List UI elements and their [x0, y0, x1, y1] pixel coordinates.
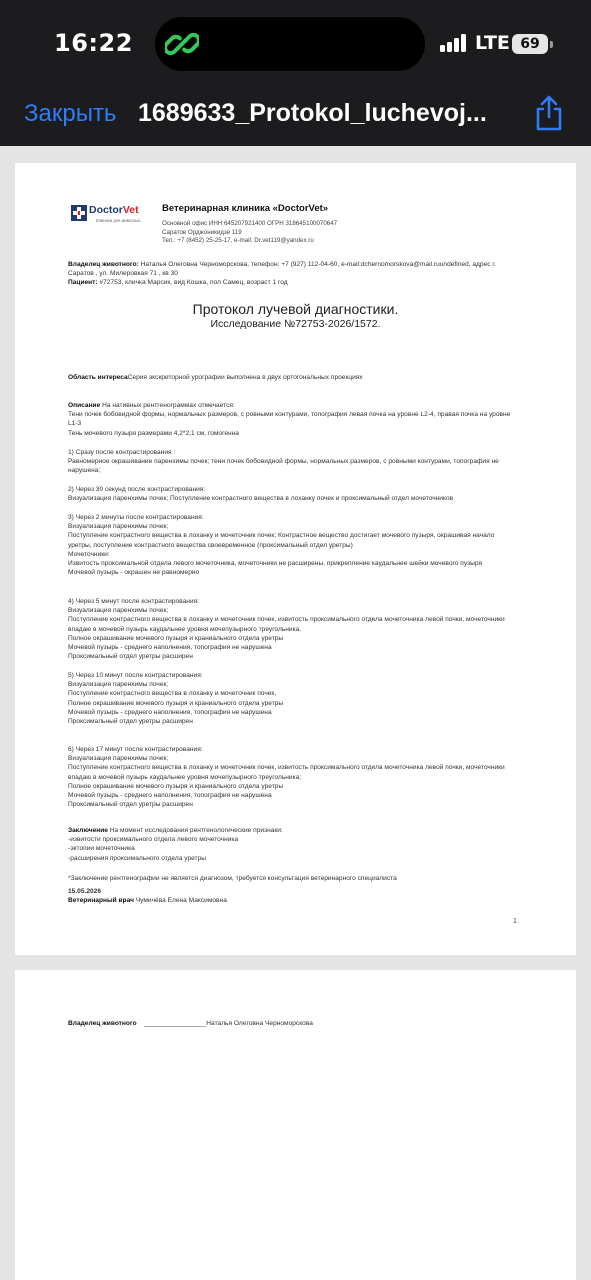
share-icon[interactable] [532, 94, 566, 132]
nav-bar [0, 80, 591, 146]
conclusion: Заключение На момент исследования рентгенологические признаки: -извитости проксимального отдела левого мочеточника -эктопии мочеточника -расширения проксимального отдела уретры [68, 827, 283, 862]
owner-info: Владелец животного: Наталья Олеговна Черноморскова, телефон: +7 (927) 112-04-60, e-mail:dchernomorskova@mail.ruundefined, адрес г. Саратов , ул. Милеровкая 71 , кв 30 [68, 261, 496, 278]
clinic-info: Основной офис ИНН 645207921400 ОГРН 318645100070647 Саратов Орджоникидзе 119 Тел.: +7 (8452) 25-25-17, e-mail: Dr.vet119@yandex.ru [162, 220, 338, 245]
close-button[interactable]: Закрыть [24, 100, 117, 127]
step-1: 1) Сразу после контрастирования : Равномерное окрашивание паренхимы почек; тени почек бобовидной формы, нормальных размеров, с ровными контурами, топография не нарушена; [68, 449, 499, 475]
document-page-1 [15, 163, 576, 955]
step-3: 3) Через 2 минуты после контрастирования: Визуализация паренхимы почек; Поступление контрастного вещества в лоханку и мочеточник почек; Контрастное вещество достигает мочевого пузыря, окрашивая начало уретры, поступление контрастного вещества своевременное (проксимальный отдел уретры) Мочеточники: Извитость проксимальной отдела левого мочеточника, мочеточники не расширены, прикрепление каудальнее шейки мочевого пузыря Мочевой пузырь - окрашен не равномерно [68, 514, 495, 577]
status-bar [0, 0, 591, 80]
battery-nub [550, 41, 553, 48]
step-2: 2) Через 30 секунд после контрастирования: Визуализация паренхимы почек; Поступление контрастного вещества в лоханку почек и проксимальный отдел мочеточников [68, 486, 454, 503]
protocol-title: Протокол лучевой диагностики. [192, 301, 399, 317]
document-title: 1689633_Protokol_luchevoj... [138, 99, 487, 127]
document-viewer[interactable] [0, 146, 591, 1280]
link-app-icon [165, 27, 199, 61]
description: Описание На нативных рентгенограммах отмечается: Тени почек бобовидной формы, нормальных размеров, с ровными контурами, топография левая почка на уровне L2-4, правая почка на уровне L1-3 Тень мочевого пузыря размерами 4,2*2,1 см, гомогенна [68, 402, 511, 437]
status-time: 16:22 [54, 29, 133, 57]
battery-icon: 69 [512, 34, 548, 54]
cellular-signal-icon [440, 34, 468, 52]
area-of-interest: Область интересаСерия экскреторной урографии выполнена в двух ортогональных проекциях [68, 374, 363, 381]
clinic-name: Ветеринарная клиника «DoctorVet» [162, 203, 329, 214]
dynamic-island[interactable] [155, 17, 425, 71]
patient-info: Пациент: #72753, кличка Марсик, вид Кошка, пол Самец, возраст 1 год [68, 279, 288, 286]
owner-signature-line: Владелец животного _________________Наталья Олеговна Черноморскова [68, 1020, 313, 1027]
report-date: 15.05.2026 [68, 888, 102, 895]
step-5: 5) Через 10 минут после контрастирования: Визуализация паренхимы почек; Поступление контрастного вещества в лоханку и мочеточник почек, Полное окрашивание мочевого пузыря и краниального отдела уретры Мочевой пузырь - среднего наполнения, топография не нарушена Проксимальный отдел уретры расширен [68, 672, 284, 726]
step-4: 4) Через 5 минут после контрастирования: Визуализация паренхимы почек; Поступление контрастного вещества в лоханку и мочеточник почек, извитость проксимального отдела мочеточника левой почки, мочеточники впадаю в мочевой пузырь каудальнее уровня мочепузырного треугольника, Полное окрашивание мочевого пузыря и краниального отдела уретры Мочевой пузырь - среднего наполнения, топография не нарушена Проксимальный отдел уретры расширен [68, 598, 505, 661]
network-type: LTE [475, 32, 510, 54]
veterinarian: Ветеринарный врач Чумичёва Елена Максимовна [68, 897, 227, 904]
clinic-logo: DoctorVet Клиника для животных [71, 203, 149, 227]
step-6: 6) Через 17 минут после контрастирования: Визуализация паренхимы почек; Поступление контрастного вещества в лоханку и мочеточник почек, извитость проксимального отдела мочеточника левой почки, мочеточники впадаю в мочевой пузырь каудальнее уровня мочепузырного треугольника; Полное окрашивание мочевого пузыря и краниального отдела уретры Мочевой пузырь - среднего наполнения, топография не нарушена Проксимальный отдел уретры расширен [68, 746, 505, 809]
page-number: 1 [513, 918, 517, 925]
disclaimer: *Заключение рентгенографии не является диагнозом, требуется консультация ветеринарного специалиста [68, 875, 397, 882]
document-page-2 [15, 970, 576, 1280]
protocol-subtitle: Исследование №72753-2026/1572. [210, 318, 381, 330]
